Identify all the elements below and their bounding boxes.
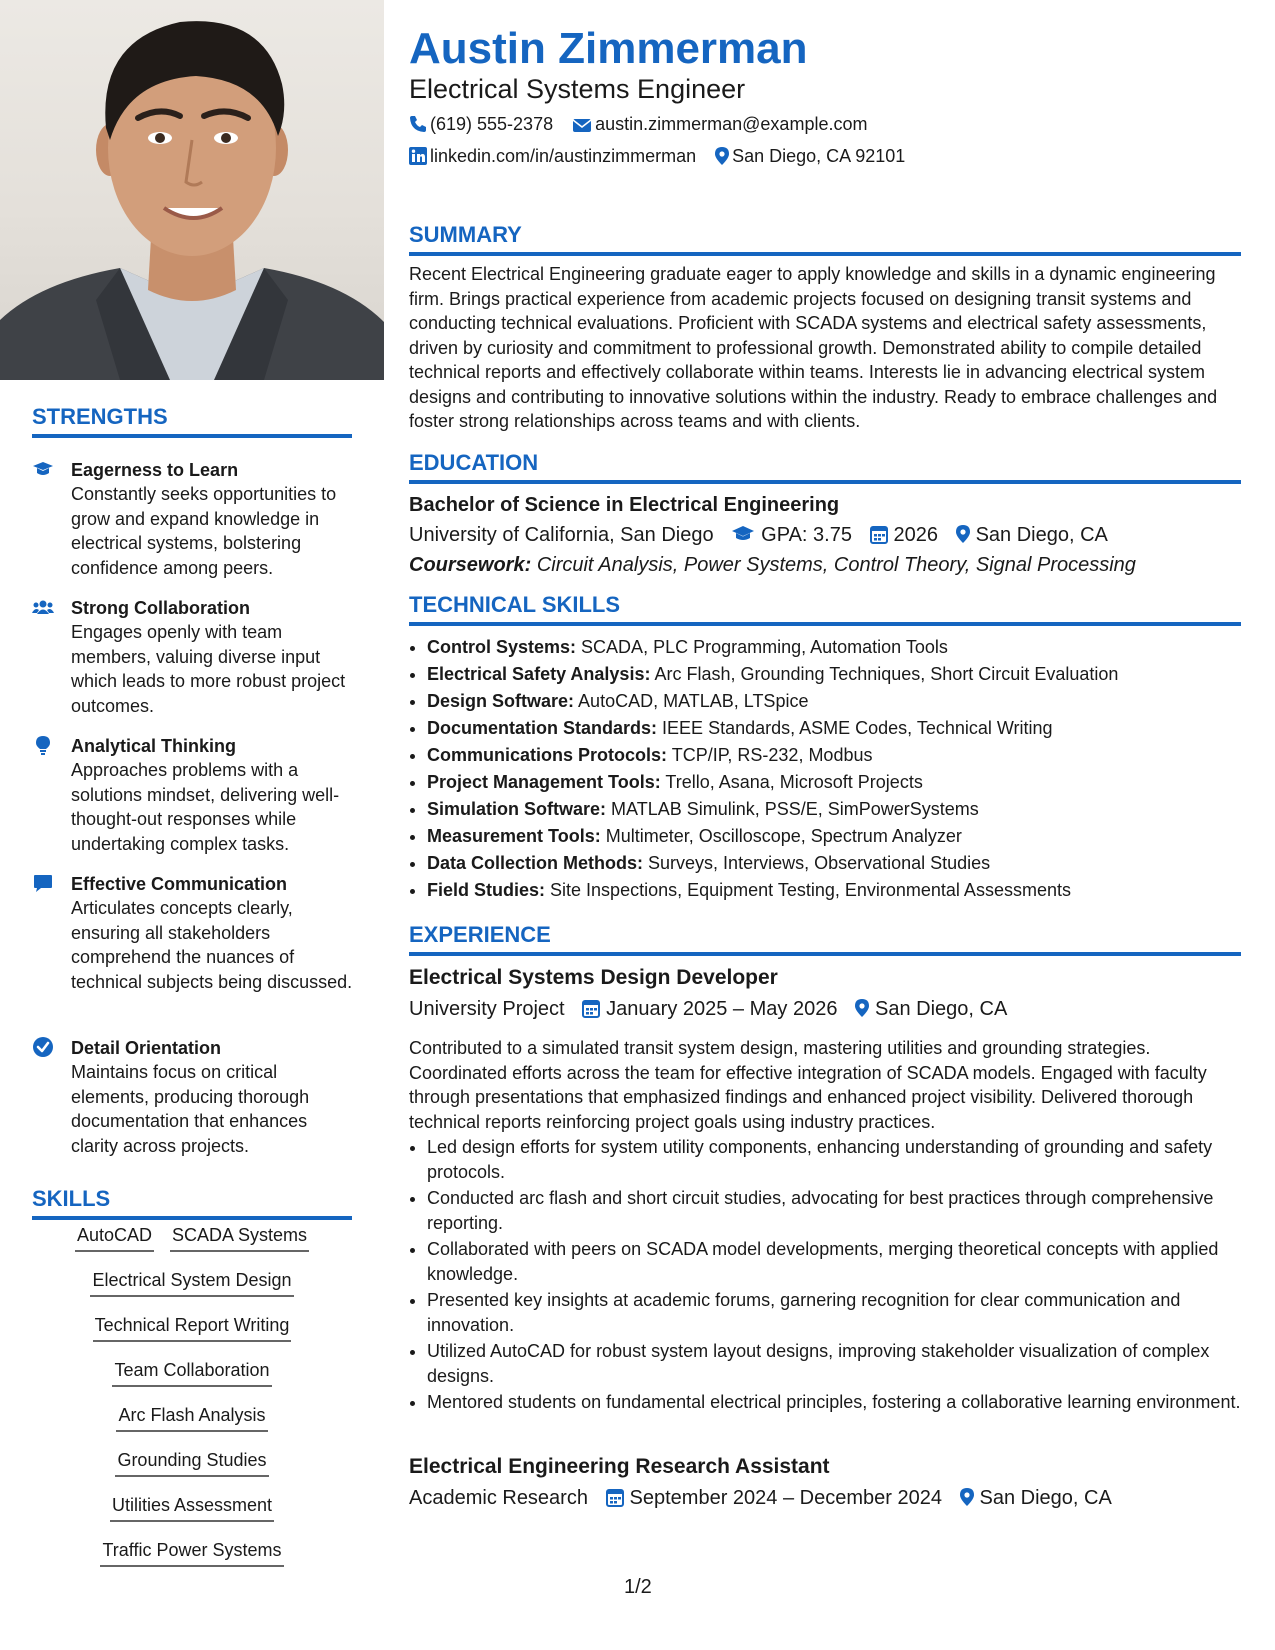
- tech-skill-item: [427, 823, 1259, 850]
- sidebar: [0, 0, 384, 1650]
- tech-skill-label: Electrical Safety Analysis:: [427, 664, 651, 684]
- map-pin-icon: [855, 998, 869, 1018]
- users-icon: [32, 596, 54, 618]
- contact-row: [409, 114, 867, 135]
- skill-tag: AutoCAD: [75, 1224, 154, 1252]
- job-title: Electrical Systems Design Developer: [409, 966, 778, 989]
- strength-item: [32, 734, 354, 856]
- comment-icon: [32, 872, 54, 894]
- tech-skill-label: Design Software:: [427, 691, 575, 711]
- linkedin-icon: [409, 147, 427, 165]
- strength-title: Eagerness to Learn: [71, 460, 239, 480]
- strength-description: Engages openly with team members, valuing diverse input which leads to more robust project outcomes.: [71, 622, 346, 716]
- check-circle-icon: [32, 1036, 54, 1058]
- page-number: 1/2: [624, 1576, 652, 1598]
- summary-text: Recent Electrical Engineering graduate eager to apply knowledge and skills in a dynamic engineering firm. Brings practical experience from academic projects focused on designing transit systems and conducting technical evaluations. Proficient with SCADA systems and electrical safety assessments, driven by curiosity and commitment to professional growth. Demonstrated ability to compile detailed technical reports and effectively collaborate within teams. Interests lie in advancing electrical system designs and contributing to innovative solutions within the industry. Ready to embrace challenges and foster strong relationships across teams and with clients.: [409, 264, 1218, 431]
- location-text: San Diego, CA 92101: [732, 146, 906, 166]
- strength-title: Detail Orientation: [71, 1038, 222, 1058]
- graduation-year: 2026: [893, 524, 939, 546]
- job-organization: Academic Research: [409, 1487, 588, 1509]
- tech-skill-item: [427, 634, 1259, 661]
- calendar-icon: [606, 1487, 624, 1507]
- tech-skill-item: [427, 850, 1259, 877]
- tech-skill-value: Multimeter, Oscilloscope, Spectrum Analyzer: [605, 826, 962, 846]
- tech-skill-label: Documentation Standards:: [427, 718, 658, 738]
- contact-row: [409, 146, 905, 167]
- tech-skill-label: Data Collection Methods:: [427, 853, 644, 873]
- job-bullet: • Presented key insights at academic forums, garnering recognition for clear communication and innovation.: [427, 1288, 1259, 1337]
- coursework-list: Circuit Analysis, Power Systems, Control Theory, Signal Processing: [536, 554, 1136, 576]
- candidate-title: Electrical Systems Engineer: [409, 74, 746, 104]
- coursework-line: [409, 554, 1136, 577]
- tech-skill-value: Arc Flash, Grounding Techniques, Short Circuit Evaluation: [654, 664, 1119, 684]
- calendar-icon: [870, 524, 888, 544]
- strength-item: [32, 596, 354, 718]
- school-name: University of California, San Diego: [409, 524, 714, 546]
- tech-skill-value: Site Inspections, Equipment Testing, Environmental Assessments: [550, 880, 1071, 900]
- degree-title: Bachelor of Science in Electrical Engineering: [409, 494, 840, 516]
- tech-skill-label: Field Studies:: [427, 880, 546, 900]
- phone-contact[interactable]: [409, 114, 558, 134]
- email-address: austin.zimmerman@example.com: [595, 114, 868, 134]
- profile-photo: [0, 0, 384, 380]
- tech-skill-item: [427, 796, 1259, 823]
- job-organization: University Project: [409, 998, 565, 1020]
- lightbulb-icon: [32, 734, 54, 756]
- tech-skill-value: SCADA, PLC Programming, Automation Tools: [581, 637, 948, 657]
- skill-tag: Team Collaboration: [112, 1359, 271, 1387]
- tech-skill-value: TCP/IP, RS-232, Modbus: [671, 745, 873, 765]
- job-location: San Diego, CA: [875, 998, 1008, 1020]
- strength-description: Approaches problems with a solutions mindset, delivering well-thought-out responses while undertaking complex tasks.: [71, 760, 340, 854]
- strength-description: Maintains focus on critical elements, producing thorough documentation that enhances clarity across projects.: [71, 1062, 310, 1156]
- skill-tag: SCADA Systems: [170, 1224, 309, 1252]
- job-bullet: • Collaborated with peers on SCADA model developments, merging theoretical concepts with applied knowledge.: [427, 1237, 1259, 1286]
- strengths-heading: STRENGTHS: [32, 404, 352, 438]
- tech-skill-label: Simulation Software:: [427, 799, 607, 819]
- portrait-image: [0, 0, 384, 380]
- tech-skill-item: [427, 661, 1259, 688]
- tech-skill-item: [427, 877, 1259, 904]
- phone-icon: [409, 115, 427, 133]
- linkedin-contact[interactable]: [409, 146, 701, 166]
- skill-tag: Utilities Assessment: [110, 1494, 274, 1522]
- experience-heading: EXPERIENCE: [409, 922, 1241, 956]
- job-summary: Contributed to a simulated transit system design, mastering utilities and grounding strategies. Coordinated efforts across the team for effective integration of SCADA models. Engaged with faculty through presentations that emphasized findings and enhanced project visibility. Delivered thorough technical reports reinforcing project goals using industry practices.: [409, 1038, 1207, 1132]
- tech-skill-item: [427, 688, 1259, 715]
- job-bullets: [409, 1135, 1259, 1417]
- technical-skills-list: [409, 634, 1259, 904]
- skills-heading: SKILLS: [32, 1186, 352, 1220]
- map-pin-icon: [715, 147, 729, 165]
- skill-tag: Arc Flash Analysis: [116, 1404, 267, 1432]
- skill-tag: Electrical System Design: [90, 1269, 293, 1297]
- strength-title: Analytical Thinking: [71, 736, 237, 756]
- calendar-icon: [582, 998, 600, 1018]
- phone-number: (619) 555-2378: [430, 114, 554, 134]
- strength-item: [32, 1036, 354, 1158]
- skill-tag: Grounding Studies: [115, 1449, 268, 1477]
- education-heading: EDUCATION: [409, 450, 1241, 484]
- gpa-value: GPA: 3.75: [761, 524, 852, 546]
- job-bullet: • Led design efforts for system utility components, enhancing understanding of grounding and safety protocols.: [427, 1135, 1259, 1184]
- envelope-icon: [572, 117, 592, 133]
- skill-tag: Technical Report Writing: [93, 1314, 292, 1342]
- job-bullet: • Conducted arc flash and short circuit studies, advocating for best practices through comprehensive reporting.: [427, 1186, 1259, 1235]
- map-pin-icon: [956, 524, 970, 544]
- graduation-cap-icon: [731, 524, 755, 544]
- skills-list: [32, 1224, 352, 1584]
- tech-skill-label: Control Systems:: [427, 637, 577, 657]
- tech-skill-label: Communications Protocols:: [427, 745, 668, 765]
- job-dates: January 2025 – May 2026: [606, 998, 838, 1020]
- strength-title: Strong Collaboration: [71, 598, 250, 618]
- tech-skill-value: IEEE Standards, ASME Codes, Technical Writing: [662, 718, 1053, 738]
- strength-item: [32, 458, 354, 580]
- coursework-label: Coursework:: [409, 554, 532, 576]
- tech-skill-label: Measurement Tools:: [427, 826, 601, 846]
- job-meta: [409, 1487, 1112, 1510]
- tech-skill-item: [427, 769, 1259, 796]
- strength-title: Effective Communication: [71, 874, 288, 894]
- email-contact[interactable]: [572, 114, 867, 134]
- job-location: San Diego, CA: [979, 1487, 1112, 1509]
- strength-description: Constantly seeks opportunities to grow and expand knowledge in electrical systems, bolstering confidence among peers.: [71, 484, 337, 578]
- location-contact: [715, 146, 905, 166]
- tech-skill-value: AutoCAD, MATLAB, LTSpice: [578, 691, 809, 711]
- job-title: Electrical Engineering Research Assistant: [409, 1455, 830, 1478]
- graduation-cap-icon: [32, 458, 54, 480]
- summary-heading: SUMMARY: [409, 222, 1241, 256]
- map-pin-icon: [960, 1487, 974, 1507]
- candidate-name: Austin Zimmerman: [409, 24, 808, 73]
- strength-item: [32, 872, 354, 994]
- job-meta: [409, 998, 1007, 1021]
- education-meta: [409, 524, 1108, 547]
- tech-skill-item: [427, 715, 1259, 742]
- tech-skill-label: Project Management Tools:: [427, 772, 661, 792]
- linkedin-url: linkedin.com/in/austinzimmerman: [430, 146, 697, 166]
- education-location: San Diego, CA: [975, 524, 1108, 546]
- tech-skill-value: Trello, Asana, Microsoft Projects: [665, 772, 923, 792]
- skill-tag: Traffic Power Systems: [100, 1539, 283, 1567]
- tech-skill-item: [427, 742, 1259, 769]
- technical-skills-heading: TECHNICAL SKILLS: [409, 592, 1241, 626]
- tech-skill-value: MATLAB Simulink, PSS/E, SimPowerSystems: [611, 799, 979, 819]
- job-dates: September 2024 – December 2024: [629, 1487, 942, 1509]
- job-bullet: • Utilized AutoCAD for robust system layout designs, improving stakeholder visualization of complex designs.: [427, 1339, 1259, 1388]
- strength-description: Articulates concepts clearly, ensuring all stakeholders comprehend the nuances of technical subjects being discussed.: [71, 898, 353, 992]
- job-bullet: • Mentored students on fundamental electrical principles, fostering a collaborative learning environment.: [427, 1390, 1259, 1415]
- tech-skill-value: Surveys, Interviews, Observational Studies: [648, 853, 991, 873]
